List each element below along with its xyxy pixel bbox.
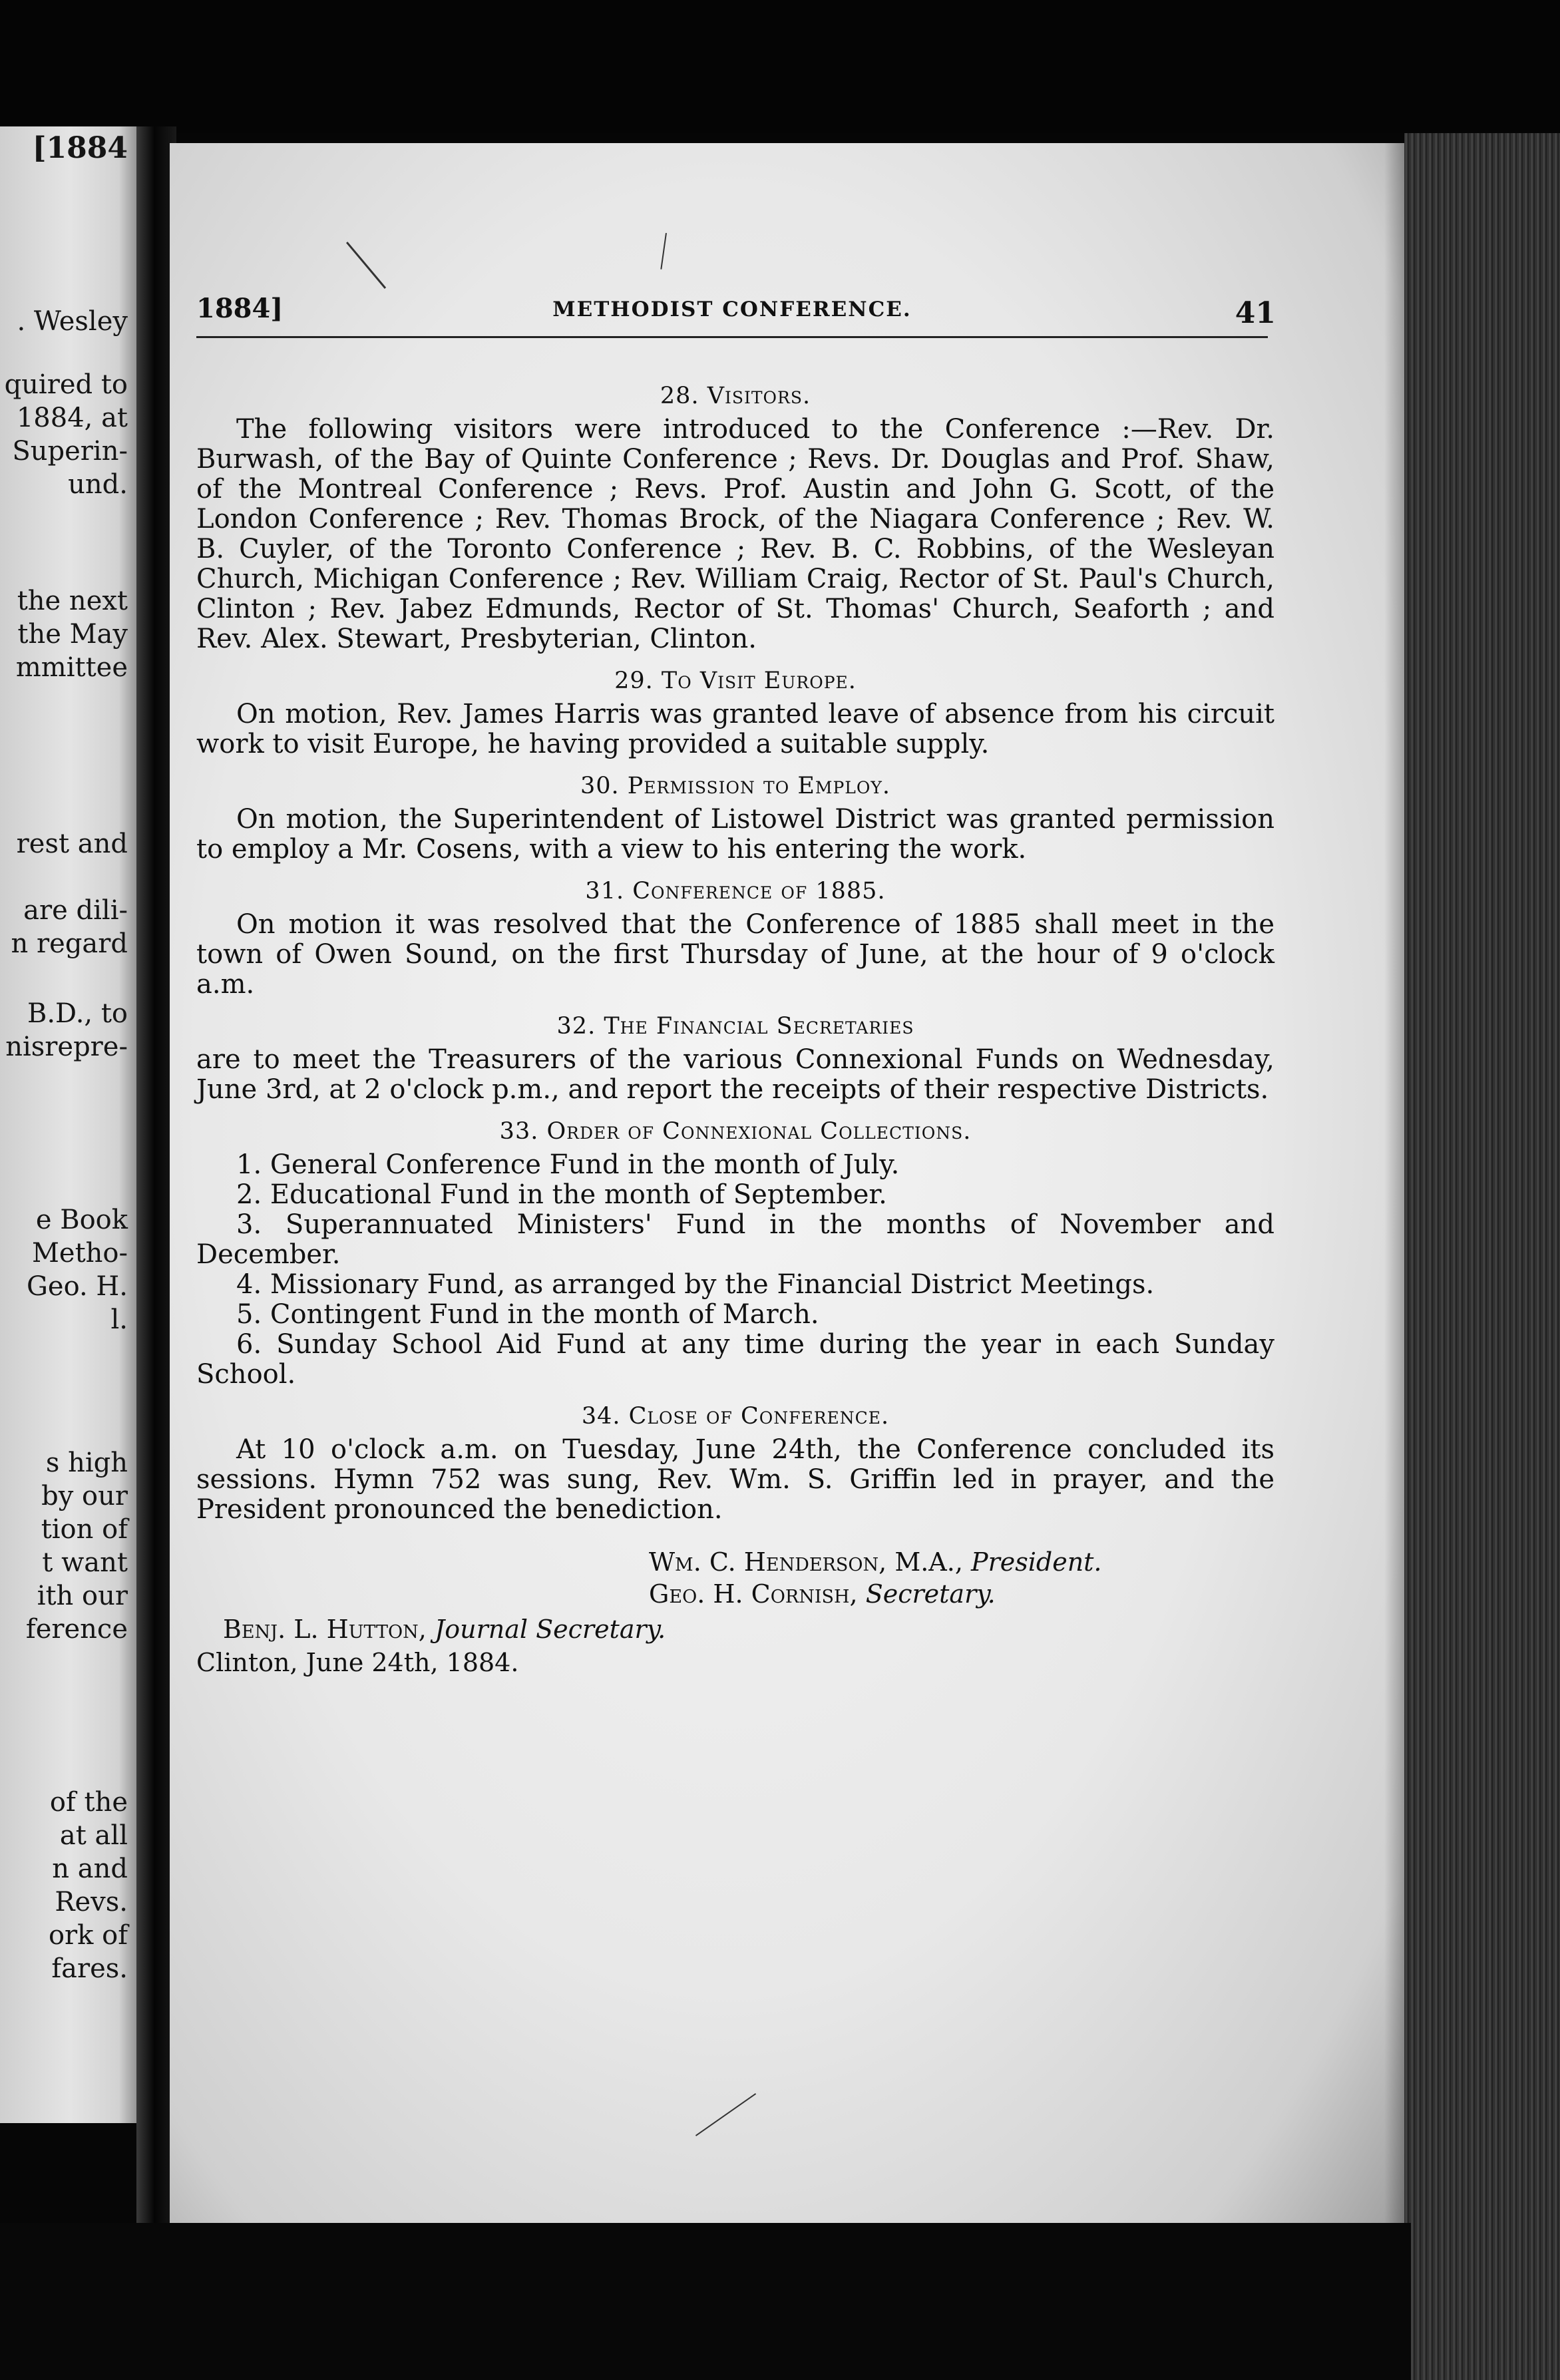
running-head-title: METHODIST CONFERENCE.: [552, 298, 912, 321]
left-page-text-fragment: rest and: [16, 829, 128, 859]
journal-secretary-title: Journal Secretary.: [434, 1615, 666, 1644]
dateline: Clinton, June 24th, 1884.: [196, 1648, 519, 1677]
section-text-permission: On motion, the Superintendent of Listowel District was granted permission to employ a Mr. Cosens, with a view to his entering the work.: [196, 804, 1274, 865]
left-page-text-fragment: 1884, at: [16, 403, 128, 433]
left-page-text-fragment: tion of: [41, 1514, 128, 1545]
president-signature: [649, 1546, 1274, 1578]
left-page-text-fragment: the next: [17, 586, 128, 616]
left-page-text-fragment: s high: [45, 1448, 128, 1478]
left-page-text-fragment: n and: [52, 1854, 128, 1884]
scanner-background-bottom: [0, 2223, 1411, 2380]
section-text-conference-1885: On motion it was resolved that the Conference of 1885 shall meet in the town of Owen Sound, on the first Thursday of June, at the hour of 9 o'clock a.m.: [196, 909, 1274, 1000]
collections-list: [196, 1150, 1274, 1390]
left-page-text-fragment: ith our: [37, 1581, 128, 1611]
section-heading-collections: 33. Order of Connexional Collections.: [499, 1118, 972, 1145]
section-heading-conference-1885: 31. Conference of 1885.: [585, 878, 886, 904]
left-page-text-fragment: are dili-: [23, 895, 128, 926]
secretary-name: Geo. H. Cornish,: [649, 1579, 858, 1609]
left-page-text-fragment: . Wesley: [17, 306, 128, 337]
pencil-mark: [660, 233, 667, 270]
left-page-text-fragment: fares.: [51, 1953, 128, 1984]
left-page-text-fragment: n regard: [11, 928, 128, 959]
left-page-text-fragment: Metho-: [31, 1238, 128, 1269]
page-body: [196, 369, 1274, 1679]
left-page-text-fragment: e Book: [35, 1205, 128, 1235]
secretary-signature: [649, 1578, 1274, 1610]
previous-page-fragment: [0, 126, 140, 2123]
left-page-text-fragment: t want: [42, 1547, 128, 1578]
section-text-visit-europe: On motion, Rev. James Harris was granted leave of absence from his circuit work to visit Europe, he having provided a suitable supply.: [196, 699, 1274, 759]
running-head-year: 1884]: [196, 293, 284, 324]
list-item: 2. Educational Fund in the month of September.: [236, 1179, 887, 1210]
list-item: 3. Superannuated Ministers' Fund in the months of November and December.: [196, 1209, 1274, 1270]
section-text-visitors: The following visitors were introduced to the Conference :—Rev. Dr. Burwash, of the Bay of Quinte Conference ; Revs. Dr. Douglas and Prof. Shaw, of the Montreal Conference ; Revs. Prof. Austin and John G. Scott, of the London Conference ; Rev. Thomas Brock, of the Niagara Conference ; Rev. W. B. Cuyler, of the Toronto Conference ; Rev. B. C. Robbins, of the Wesleyan Church, Michigan Conference ; Rev. William Craig, Rector of St. Paul's Church, Clinton ; Rev. Jabez Edmunds, Rector of St. Thomas' Church, Seaforth ; and Rev. Alex. Stewart, Presbyterian, Clinton.: [196, 414, 1274, 654]
left-page-text-fragment: Superin-: [12, 436, 128, 467]
book-fore-edge: [1404, 133, 1560, 2380]
section-heading-visit-europe: 29. To Visit Europe.: [614, 668, 857, 694]
left-page-text-fragment: by our: [41, 1481, 128, 1511]
left-page-text-fragment: ference: [25, 1614, 128, 1645]
left-page-text-fragment: Geo. H.: [26, 1271, 128, 1302]
president-name: Wm. C. Henderson, M.A.,: [649, 1547, 963, 1577]
president-title: President.: [971, 1547, 1102, 1577]
journal-secretary-name: Benj. L. Hutton,: [223, 1615, 427, 1644]
left-page-text-fragment: mmittee: [15, 652, 128, 683]
secretary-title: Secretary.: [865, 1579, 996, 1609]
left-page-text-fragment: und.: [68, 469, 128, 500]
journal-secretary-signature: [196, 1613, 1274, 1646]
scanner-background-top: [0, 0, 1560, 133]
left-page-text-fragment: l.: [110, 1304, 128, 1335]
left-page-text-fragment: Revs.: [55, 1887, 128, 1917]
list-item: 6. Sunday School Aid Fund at any time during the year in each Sunday School.: [196, 1329, 1274, 1390]
section-text-close: At 10 o'clock a.m. on Tuesday, June 24th, the Conference concluded its sessions. Hymn 752 was sung, Rev. Wm. S. Griffin led in prayer, and the President pronounced the benediction.: [196, 1434, 1274, 1525]
list-item: 4. Missionary Fund, as arranged by the Financial District Meetings.: [236, 1269, 1155, 1300]
signature-block: [196, 1546, 1274, 1610]
left-page-text-fragment: of the: [49, 1787, 128, 1818]
left-page-text-fragment: at all: [59, 1820, 128, 1851]
section-heading-visitors: 28. Visitors.: [660, 383, 811, 409]
left-page-text-fragment: B.D., to: [27, 998, 128, 1029]
pencil-mark: [346, 242, 386, 289]
left-page-text-fragment: nisrepre-: [5, 1032, 128, 1062]
left-page-text-fragment: quired to: [4, 369, 128, 400]
pencil-mark: [695, 2093, 756, 2136]
list-item: 1. General Conference Fund in the month of July.: [236, 1149, 900, 1180]
section-heading-financial-secretaries: 32. The Financial Secretaries: [556, 1013, 914, 1040]
left-page-text-fragment: [1884: [32, 131, 128, 165]
section-heading-close: 34. Close of Conference.: [581, 1403, 890, 1430]
left-page-text-fragment: the May: [17, 619, 128, 650]
list-item: 5. Contingent Fund in the month of March.: [236, 1299, 819, 1330]
left-page-text-fragment: ork of: [48, 1920, 128, 1951]
section-text-financial-secretaries: are to meet the Treasurers of the various Connexional Funds on Wednesday, June 3rd, at 2 o'clock p.m., and report the receipts of their respective Districts.: [196, 1044, 1274, 1105]
book-page: [170, 143, 1408, 2246]
running-head: [196, 290, 1276, 338]
page-number: 41: [1235, 296, 1276, 330]
section-heading-permission: 30. Permission to Employ.: [580, 773, 891, 799]
